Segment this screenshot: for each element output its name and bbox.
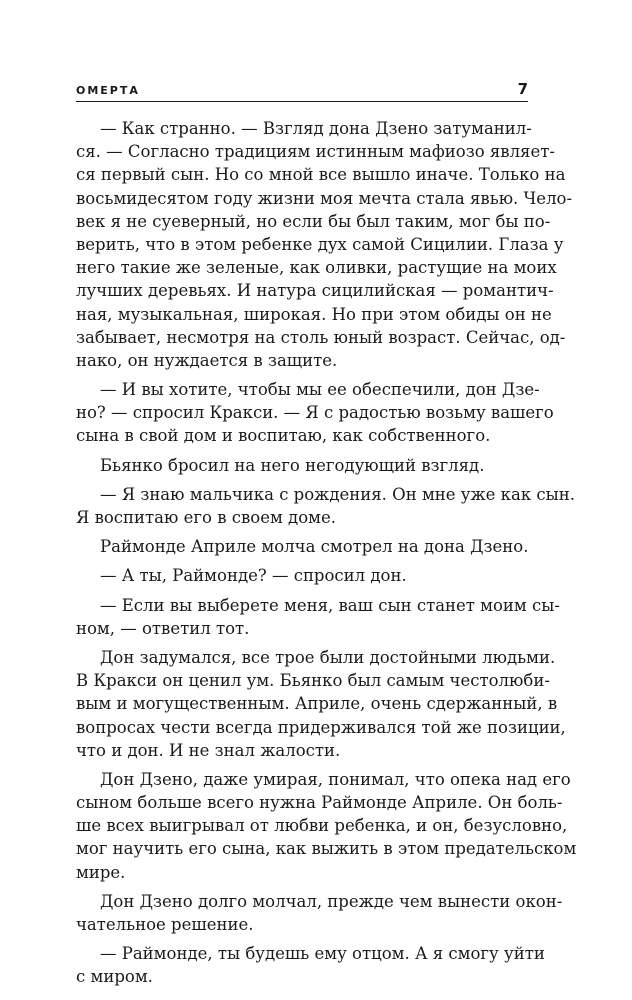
text-line: сына в свой дом и воспитаю, как собственного. — [76, 426, 491, 446]
header-rule — [76, 101, 528, 102]
body-text — [76, 117, 577, 989]
text-line: Бьянко бросил на него негодующий взгляд. — [100, 455, 485, 475]
text-line: Я воспитаю его в своем доме. — [76, 508, 336, 527]
text-line: ся. — Согласно традициям истинным мафиозо являет- — [76, 142, 555, 162]
text-line: — Раймонде, ты будешь ему отцом. А я смогу уйти — [100, 944, 545, 964]
text-line: Раймонде Априле молча смотрел на дона Дзено. — [100, 537, 529, 557]
text-line: ном, — ответил тот. — [76, 618, 250, 638]
text-line: нако, он нуждается в защите. — [76, 350, 338, 370]
text-line: Дон задумался, все трое были достойными людьми. — [100, 647, 556, 667]
text-line: сыном больше всего нужна Раймонде Априле. Он боль- — [76, 793, 563, 813]
text-line: с миром. — [76, 967, 153, 987]
running-header — [76, 80, 528, 102]
text-line: ше всех выигрывал от любви ребенка, и он, безусловно, — [76, 816, 568, 836]
text-line: Дон Дзено долго молчал, прежде чем вынести окон- — [100, 891, 563, 911]
text-line: Дон Дзено, даже умирая, понимал, что опека над его — [100, 769, 571, 789]
text-line: мире. — [76, 862, 126, 882]
text-line: но? — спросил Кракси. — Я с радостью возьму вашего — [76, 403, 554, 423]
text-line: вопросах чести всегда придерживался той же позиции, — [76, 717, 566, 737]
text-line: ная, музыкальная, широкая. Но при этом обиды он не — [76, 304, 552, 324]
text-line: — Как странно. — Взгляд дона Дзено затуманил- — [100, 119, 532, 138]
page-number: 7 — [517, 80, 528, 98]
text-line: забывает, несмотря на столь юный возраст. Сейчас, од- — [76, 327, 566, 347]
running-title: ОМЕРТА — [76, 84, 140, 97]
text-line: — Если вы выберете меня, ваш сын станет моим сы- — [100, 595, 560, 615]
text-line: — А ты, Раймонде? — спросил дон. — [100, 566, 407, 586]
text-line: лучших деревьях. И натура сицилийская — романтич- — [76, 281, 554, 301]
text-line: чательное решение. — [76, 915, 254, 934]
text-line: мог научить его сына, как выжить в этом предательском — [76, 839, 577, 859]
text-line: верить, что в этом ребенке дух самой Сицилии. Глаза у — [76, 234, 564, 254]
text-line: век я не суеверный, но если бы был таким, мог бы по- — [76, 211, 551, 231]
text-line: ся первый сын. Но со мной все вышло иначе. Только на — [76, 165, 566, 185]
text-line: что и дон. И не знал жалости. — [76, 740, 341, 760]
text-line: — Я знаю мальчика с рождения. Он мне уже как сын. — [100, 484, 576, 504]
text-line: вым и могущественным. Априле, очень сдержанный, в — [76, 694, 558, 714]
text-line: В Кракси он ценил ум. Бьянко был самым честолюби- — [76, 671, 550, 691]
text-line: — И вы хотите, чтобы мы ее обеспечили, дон Дзе- — [100, 380, 540, 400]
text-line: него такие же зеленые, как оливки, растущие на моих — [76, 258, 557, 278]
text-line: восьмидесятом году жизни моя мечта стала явью. Чело- — [76, 188, 573, 208]
